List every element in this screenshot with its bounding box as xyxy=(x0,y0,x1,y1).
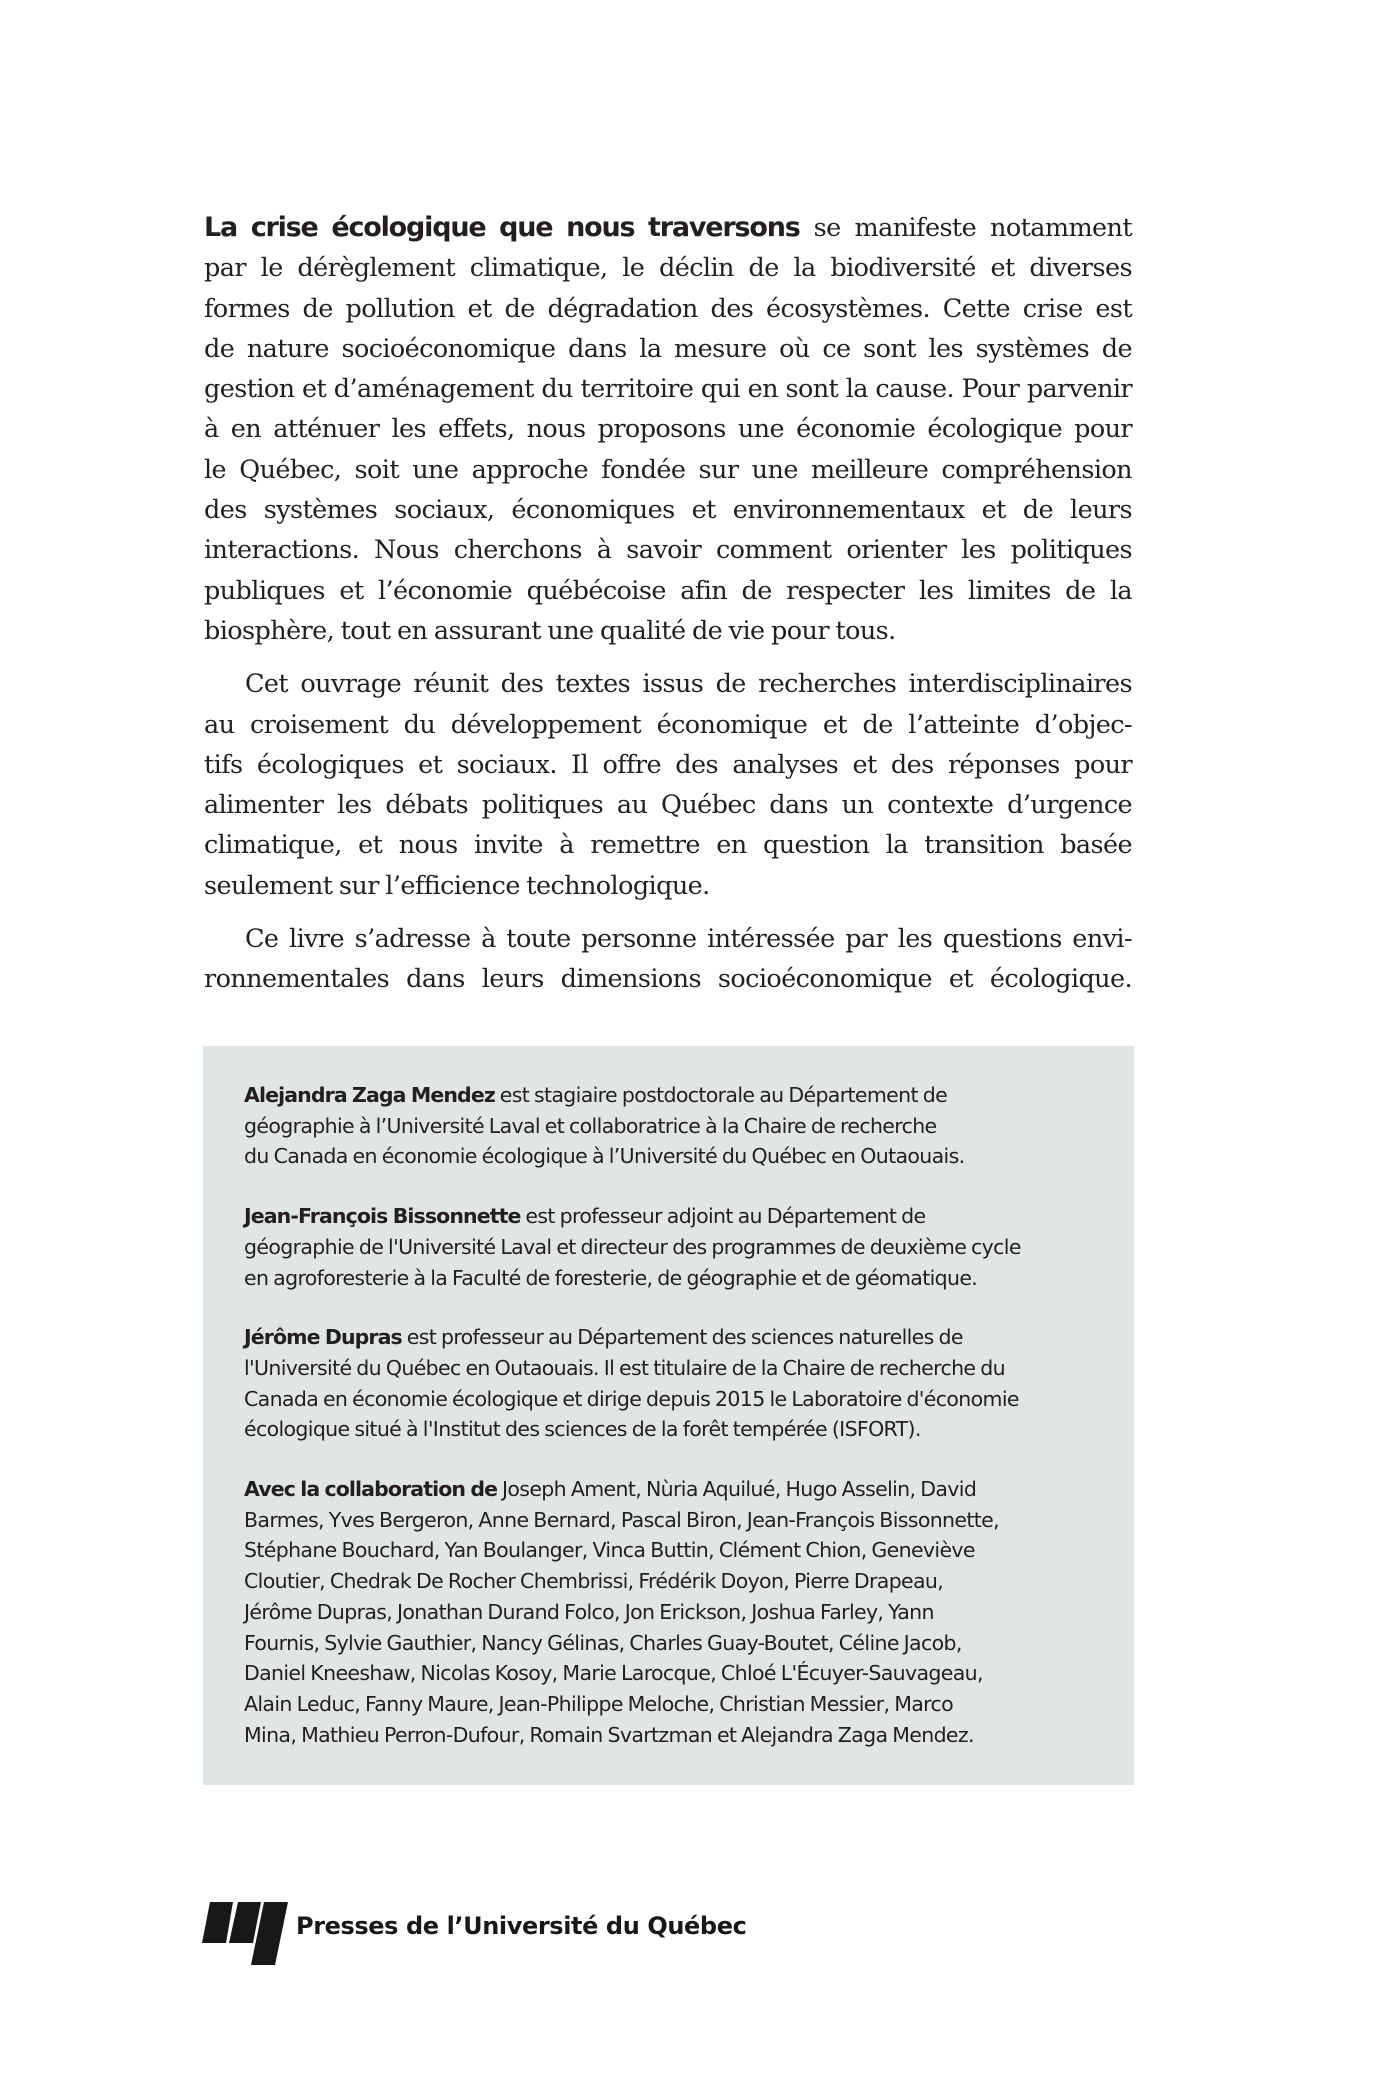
bio-line xyxy=(244,1080,1104,1111)
bio-line: Canada en économie écologique et dirige depuis 2015 le Laboratoire d'économie xyxy=(244,1386,1019,1411)
bio-line: écologique situé à l'Institut des sciences de la forêt tempérée (ISFORT). xyxy=(244,1417,921,1442)
summary-line: interactions. Nous cherchons à savoir comment orienter les politiques xyxy=(204,535,1132,566)
bio-line: Barmes, Yves Bergeron, Anne Bernard, Pascal Biron, Jean-François Bissonnette, xyxy=(244,1507,999,1532)
summary-line: biosphère, tout en assurant une qualité de vie pour tous. xyxy=(204,615,896,646)
author-bios-box xyxy=(203,1046,1134,1785)
bio-line: Cloutier, Chedrak De Rocher Chembrissi, Frédérik Doyon, Pierre Drapeau, xyxy=(244,1569,944,1594)
summary-line: seulement sur l’efficience technologique. xyxy=(204,870,710,901)
summary-line: Ce livre s’adresse à toute personne intéressée par les questions envi- xyxy=(245,924,1132,955)
collaborators xyxy=(244,1474,1104,1750)
line-text: se manifeste notamment xyxy=(799,213,1133,243)
summary-line: Cet ouvrage réunit des textes issus de recherches interdisciplinaires xyxy=(245,669,1132,700)
line-text: est stagiaire postdoctorale au Département de xyxy=(494,1083,948,1107)
summary-text xyxy=(204,208,1132,1013)
summary-line: au croisement du développement économique et de l’atteinte d’objec- xyxy=(204,709,1132,740)
summary-line: alimenter les débats politiques au Québec dans un contexte d’urgence xyxy=(204,790,1132,821)
summary-line: tifs écologiques et sociaux. Il offre des analyses et des réponses pour xyxy=(204,749,1132,780)
summary-line: ronnementales dans leurs dimensions socioéconomique et écologique. xyxy=(204,964,1132,995)
summary-line: par le dérèglement climatique, le déclin de la biodiversité et diverses xyxy=(204,253,1132,284)
bio-line: en agroforesterie à la Faculté de foresterie, de géographie et de géomatique. xyxy=(244,1265,978,1290)
bio-line: Fournis, Sylvie Gauthier, Nancy Gélinas, Charles Guay-Boutet, Céline Jacob, xyxy=(244,1630,962,1655)
bio-line: Daniel Kneeshaw, Nicolas Kosoy, Marie Larocque, Chloé L'Écuyer-Sauvageau, xyxy=(244,1661,983,1686)
summary-line: le Québec, soit une approche fondée sur une meilleure compréhension xyxy=(204,454,1132,485)
bio-line: géographie de l'Université Laval et directeur des programmes de deuxième cycle xyxy=(244,1234,1021,1259)
summary-paragraph-2 xyxy=(204,664,1132,906)
summary-paragraph-1 xyxy=(204,208,1132,651)
bio-line: l'Université du Québec en Outaouais. Il est titulaire de la Chaire de recherche du xyxy=(244,1355,1005,1380)
line-text: est professeur au Département des sciences naturelles de xyxy=(401,1325,963,1350)
bio-line xyxy=(244,1322,1104,1353)
summary-line: climatique, et nous invite à remettre en question la transition basée xyxy=(204,830,1132,861)
summary-line xyxy=(204,208,1132,248)
bio-line: géographie à l’Université Laval et collaboratrice à la Chaire de recherche xyxy=(244,1113,937,1138)
lead-phrase: La crise écologique que nous traversons xyxy=(204,212,800,243)
puq-logo-icon xyxy=(202,1902,292,1966)
author-bios xyxy=(244,1080,1104,1750)
collaborators-label: Avec la collaboration de xyxy=(244,1477,498,1502)
bio-line: du Canada en économie écologique à l’Université du Québec en Outaouais. xyxy=(244,1144,965,1169)
publisher-mark xyxy=(202,1902,762,1966)
line-text: Joseph Ament, Nùria Aquilué, Hugo Asselin, David xyxy=(497,1477,977,1502)
bio-line: Mina, Mathieu Perron-Dufour, Romain Svartzman et Alejandra Zaga Mendez. xyxy=(244,1722,974,1747)
summary-line: des systèmes sociaux, économiques et environnementaux et de leurs xyxy=(204,495,1132,526)
author-bio xyxy=(244,1322,1104,1445)
summary-line: de nature socioéconomique dans la mesure où ce sont les systèmes de xyxy=(204,333,1132,364)
summary-line: à en atténuer les effets, nous proposons une économie écologique pour xyxy=(204,414,1132,445)
bio-line xyxy=(244,1201,1104,1232)
summary-line: gestion et d’aménagement du territoire qui en sont la cause. Pour parvenir xyxy=(204,374,1132,405)
summary-paragraph-3 xyxy=(204,919,1132,1000)
bio-line xyxy=(244,1474,1104,1505)
summary-line: formes de pollution et de dégradation des écosystèmes. Cette crise est xyxy=(204,293,1132,324)
publisher-name: Presses de l’Université du Québec xyxy=(296,1912,747,1940)
bio-line: Stéphane Bouchard, Yan Boulanger, Vinca Buttin, Clément Chion, Geneviève xyxy=(244,1538,975,1563)
author-name: Alejandra Zaga Mendez xyxy=(244,1083,495,1107)
line-text: est professeur adjoint au Département de xyxy=(520,1204,926,1229)
author-bio xyxy=(244,1201,1104,1293)
author-name: Jean-François Bissonnette xyxy=(244,1204,521,1229)
summary-line: publiques et l’économie québécoise afin de respecter les limites de la xyxy=(204,575,1132,606)
bio-line: Alain Leduc, Fanny Maure, Jean-Philippe Meloche, Christian Messier, Marco xyxy=(244,1691,954,1716)
author-bio xyxy=(244,1080,1104,1172)
author-name: Jérôme Dupras xyxy=(244,1325,402,1350)
bio-line: Jérôme Dupras, Jonathan Durand Folco, Jon Erickson, Joshua Farley, Yann xyxy=(244,1599,934,1624)
